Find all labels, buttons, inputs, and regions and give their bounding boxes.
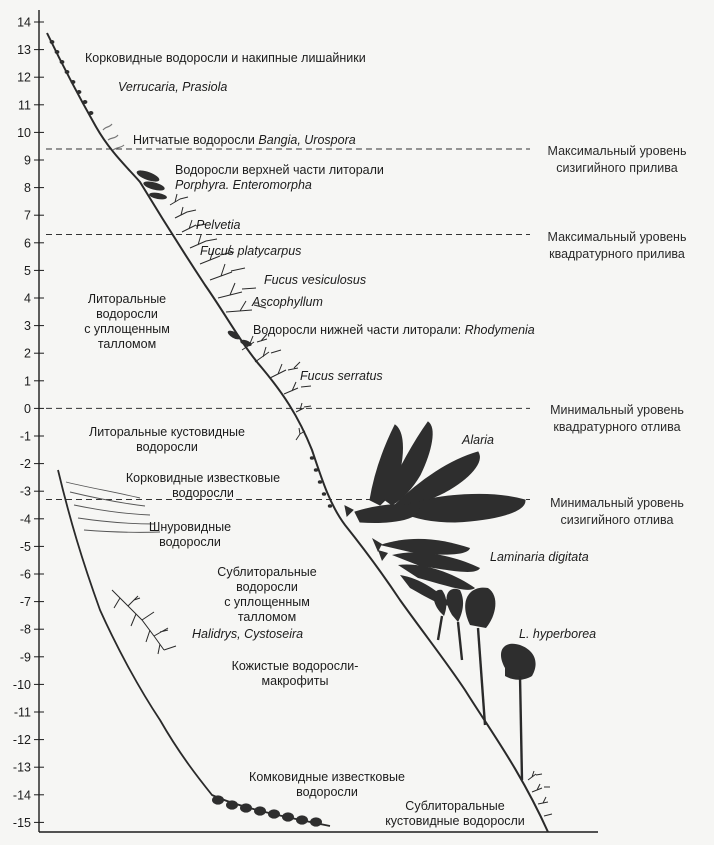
y-tick-label: -9: [19, 650, 31, 665]
y-tick-label: 1: [24, 374, 31, 389]
label-calcareous-crust: [108, 471, 298, 501]
label-rhodymenia: Rhodymenia: [464, 323, 535, 337]
y-tick-label: 14: [17, 15, 31, 30]
label-line: Шнуровидные: [148, 520, 232, 534]
label-littoral-bushy: [72, 425, 262, 455]
rhodymenia-blades: [226, 329, 252, 348]
label-alaria: Alaria: [462, 433, 494, 447]
porphyra-blades: [135, 168, 167, 200]
label-lower-littoral: [253, 323, 535, 338]
label-line: Литоральные: [87, 292, 167, 306]
y-tick-label: -11: [13, 705, 31, 720]
y-tick-label: 8: [24, 181, 31, 196]
level-line2: квадратурного отлива: [553, 420, 681, 434]
label-verrucaria: Verrucaria, Prasiola: [118, 80, 228, 94]
y-tick-label: 2: [24, 346, 31, 361]
label-littoral-compact: [72, 292, 182, 352]
label-sublittoral-bushy: [365, 799, 545, 829]
level-label-neap-low: [532, 402, 702, 436]
level-line1: Максимальный уровень: [547, 144, 687, 158]
label-line: с уплощенным: [224, 595, 310, 609]
y-tick-label: -8: [19, 622, 31, 637]
y-tick-label: -4: [19, 512, 31, 527]
label-filamentous-genera: Bangia, Urospora: [258, 133, 356, 147]
label-leathery: [230, 659, 360, 689]
level-line1: Минимальный уровень: [550, 403, 684, 417]
label-laminaria-digitata: Laminaria digitata: [490, 550, 589, 564]
calcareous-crust-dots: [310, 456, 332, 508]
level-label-spring-low: [532, 495, 702, 529]
y-tick-label: -12: [12, 733, 31, 748]
label-halidrys: Halidrys, Cystoseira: [192, 627, 304, 641]
y-tick-label: 10: [17, 125, 31, 140]
label-filamentous-text: Нитчатые водоросли: [133, 133, 255, 147]
littoral-shrubs: [170, 194, 311, 440]
y-tick-label: -5: [19, 539, 31, 554]
label-lower-littoral-text: Водоросли нижней части литорали:: [253, 323, 462, 337]
label-line: водоросли: [172, 486, 234, 500]
label-line: макрофиты: [261, 674, 329, 688]
alaria-blades: [345, 422, 525, 522]
label-line: водоросли: [236, 580, 298, 594]
label-ascophyllum: Ascophyllum: [252, 295, 323, 309]
label-line: водоросли: [296, 785, 358, 799]
y-tick-label: 4: [24, 291, 31, 306]
label-cord-algae: [140, 520, 240, 550]
y-tick-label: 11: [18, 98, 31, 113]
y-tick-label: 7: [24, 208, 31, 223]
label-fucus-platycarpus: Fucus platycarpus: [200, 244, 302, 258]
y-tick-label: 0: [24, 401, 31, 416]
laminaria-hyperborea: [434, 588, 536, 780]
y-tick-label: 13: [17, 43, 31, 58]
halidrys-branches: [112, 590, 176, 654]
level-label-spring-high: [532, 143, 702, 177]
level-line2: сизигийного отлива: [560, 513, 674, 527]
y-tick-label: -2: [19, 457, 31, 472]
label-line: с уплощенным: [84, 322, 170, 336]
label-line: водоросли: [96, 307, 158, 321]
label-fucus-serratus: Fucus serratus: [300, 369, 383, 383]
level-line2: квадратурного прилива: [549, 247, 685, 261]
label-line: талломом: [237, 610, 297, 624]
y-tick-label: -7: [19, 595, 31, 610]
label-line: водоросли: [159, 535, 221, 549]
filamentous-algae-shape: [103, 124, 124, 150]
level-line1: Максимальный уровень: [547, 230, 687, 244]
label-line: Сублиторальные: [217, 565, 317, 579]
y-tick-label: -14: [12, 788, 31, 803]
y-tick-label: -1: [19, 429, 31, 444]
y-tick-label: 9: [24, 153, 31, 168]
label-porphyra: Porphyra. Enteromorpha: [175, 178, 312, 192]
label-line: талломом: [97, 337, 157, 351]
laminaria-digitata-blades: [372, 538, 480, 606]
label-upper-littoral: Водоросли верхней части литорали: [175, 163, 384, 177]
y-tick-label: -6: [19, 567, 31, 582]
y-tick-label: -13: [12, 760, 31, 775]
y-tick-label: 6: [24, 236, 31, 251]
level-label-neap-high: [532, 229, 702, 263]
label-line: Кожистые водоросли-: [231, 659, 359, 673]
y-tick-label: -10: [12, 677, 31, 692]
label-crust-lichens: Корковидные водоросли и накипные лишайники: [85, 51, 366, 65]
y-tick-label: 12: [17, 70, 31, 85]
level-line2: сизигийного прилива: [556, 161, 678, 175]
label-line: кустовидные водоросли: [385, 814, 525, 828]
label-sublittoral-compact: [212, 565, 322, 625]
y-tick-label: -3: [19, 484, 31, 499]
label-laminaria-hyperborea: L. hyperborea: [519, 627, 597, 641]
label-line: Сублиторальные: [405, 799, 505, 813]
label-line: Корковидные известковые: [125, 471, 281, 485]
label-lumpy-calcareous: [232, 770, 422, 800]
level-line1: Минимальный уровень: [550, 496, 684, 510]
label-line: водоросли: [136, 440, 198, 454]
label-line: Комковидные известковые: [249, 770, 405, 784]
label-line: Литоральные кустовидные: [88, 425, 245, 439]
y-tick-label: 5: [24, 263, 31, 278]
label-fucus-vesiculosus: Fucus vesiculosus: [264, 273, 367, 287]
lumpy-calcareous-blobs: [212, 795, 322, 826]
label-pelvetia: Pelvetia: [196, 218, 241, 232]
y-tick-label: 3: [24, 319, 31, 334]
label-filamentous: [133, 133, 356, 148]
y-tick-label: -15: [12, 815, 31, 830]
